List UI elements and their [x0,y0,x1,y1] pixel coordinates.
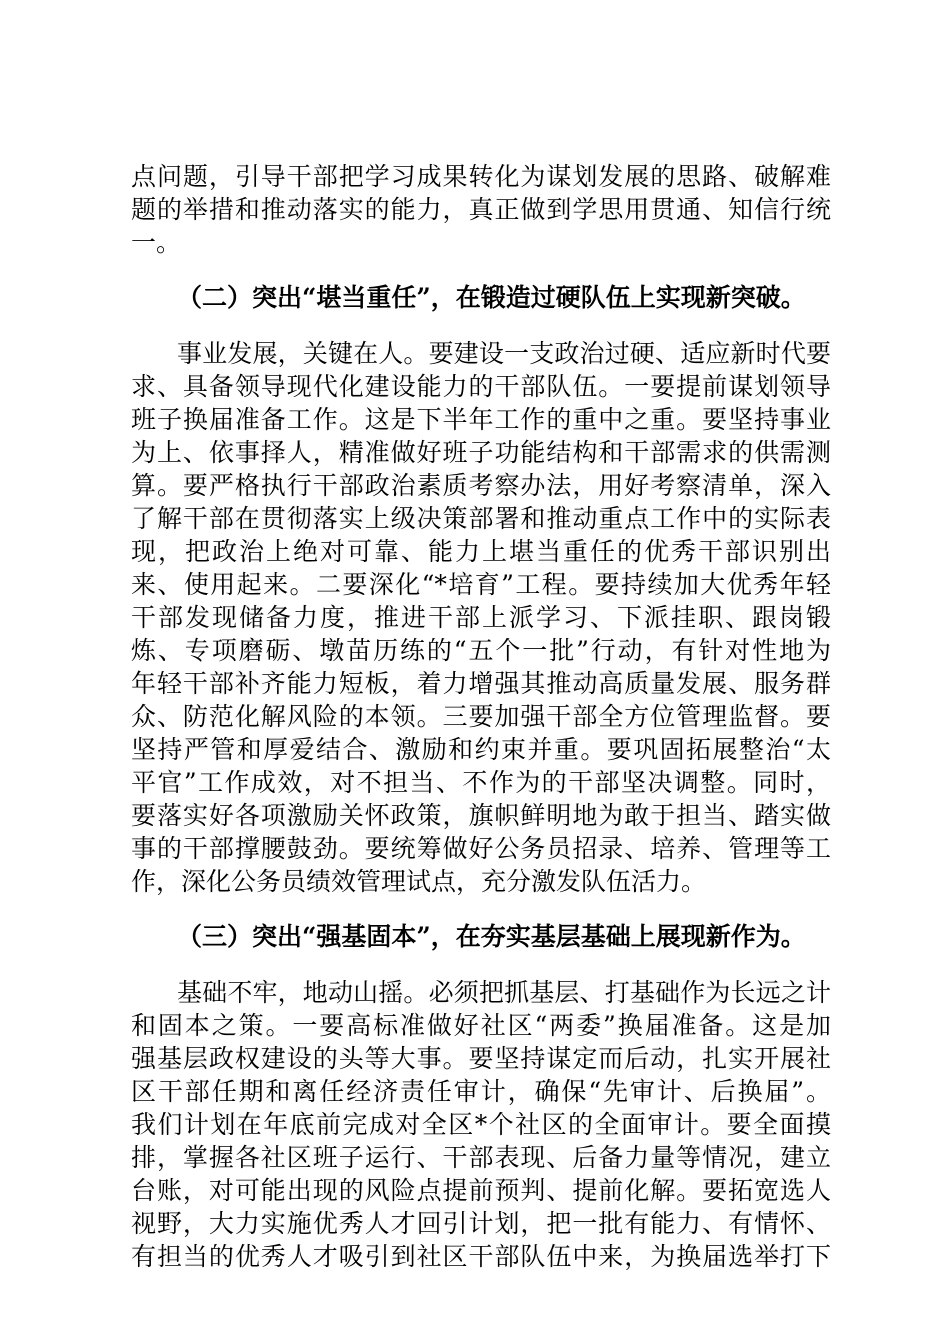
paragraph-line: 视野，大力实施优秀人才回引计划，把一批有能力、有情怀、 [131,1209,831,1238]
paragraph-line: 为上、依事择人，精准做好班子功能结构和干部需求的供需测 [131,438,831,467]
paragraph-line: 基础不牢，地动山摇。必须把抓基层、打基础作为长远之计 [177,978,831,1007]
document-body [131,160,831,1273]
paragraph-line: 了解干部在贯彻落实上级决策部署和推动重点工作中的实际表 [131,504,831,533]
paragraph-line: 一。 [131,228,182,257]
paragraph-line: 众、防范化解风险的本领。三要加强干部全方位管理监督。要 [131,702,831,731]
paragraph-line: 区干部任期和离任经济责任审计，确保“先审计、后换届”。 [131,1077,831,1106]
paragraph-section-2 [131,337,831,898]
paragraph-line: 台账，对可能出现的风险点提前预判、提前化解。要拓宽选人 [131,1176,831,1205]
paragraph-section-3 [131,976,831,1273]
paragraph-line: 现，把政治上绝对可靠、能力上堪当重任的优秀干部识别出 [131,537,831,566]
section-heading-3: （三）突出“强基固本”，在夯实基层基础上展现新作为。 [177,922,806,951]
paragraph-line: 事的干部撑腰鼓劲。要统筹做好公务员招录、培养、管理等工 [131,834,831,863]
paragraph-line: 干部发现储备力度，推进干部上派学习、下派挂职、跟岗锻 [131,603,831,632]
paragraph-line: 有担当的优秀人才吸引到社区干部队伍中来，为换届选举打下 [131,1242,831,1271]
paragraph-line: 强基层政权建设的头等大事。要坚持谋定而后动，扎实开展社 [131,1044,831,1073]
paragraph-line: 题的举措和推动落实的能力，真正做到学思用贯通、知信行统 [131,195,831,224]
paragraph-line: 年轻干部补齐能力短板，着力增强其推动高质量发展、服务群 [131,669,831,698]
paragraph-line: 作，深化公务员绩效管理试点，充分激发队伍活力。 [131,867,707,896]
paragraph-line: 算。要严格执行干部政治素质考察办法，用好考察清单，深入 [131,471,831,500]
section-heading-2: （二）突出“堪当重任”，在锻造过硬队伍上实现新突破。 [177,283,806,312]
paragraph-line: 排，掌握各社区班子运行、干部表现、后备力量等情况，建立 [131,1143,831,1172]
paragraph-line: 点问题，引导干部把学习成果转化为谋划发展的思路、破解难 [131,162,831,191]
paragraph-line: 来、使用起来。二要深化“*培育”工程。要持续加大优秀年轻 [131,570,831,599]
paragraph-line: 和固本之策。一要高标准做好社区“两委”换届准备。这是加 [131,1011,831,1040]
paragraph-continued [131,160,831,259]
paragraph-line: 事业发展，关键在人。要建设一支政治过硬、适应新时代要 [177,339,831,368]
paragraph-line: 我们计划在年底前完成对全区*个社区的全面审计。要全面摸 [131,1110,831,1139]
paragraph-line: 坚持严管和厚爱结合、激励和约束并重。要巩固拓展整治“太 [131,735,831,764]
paragraph-line: 炼、专项磨砺、墩苗历练的“五个一批”行动，有针对性地为 [131,636,831,665]
paragraph-line: 求、具备领导现代化建设能力的干部队伍。一要提前谋划领导 [131,372,831,401]
paragraph-line: 班子换届准备工作。这是下半年工作的重中之重。要坚持事业 [131,405,831,434]
paragraph-line: 平官”工作成效，对不担当、不作为的干部坚决调整。同时， [131,768,831,797]
paragraph-line: 要落实好各项激励关怀政策，旗帜鲜明地为敢于担当、踏实做 [131,801,831,830]
